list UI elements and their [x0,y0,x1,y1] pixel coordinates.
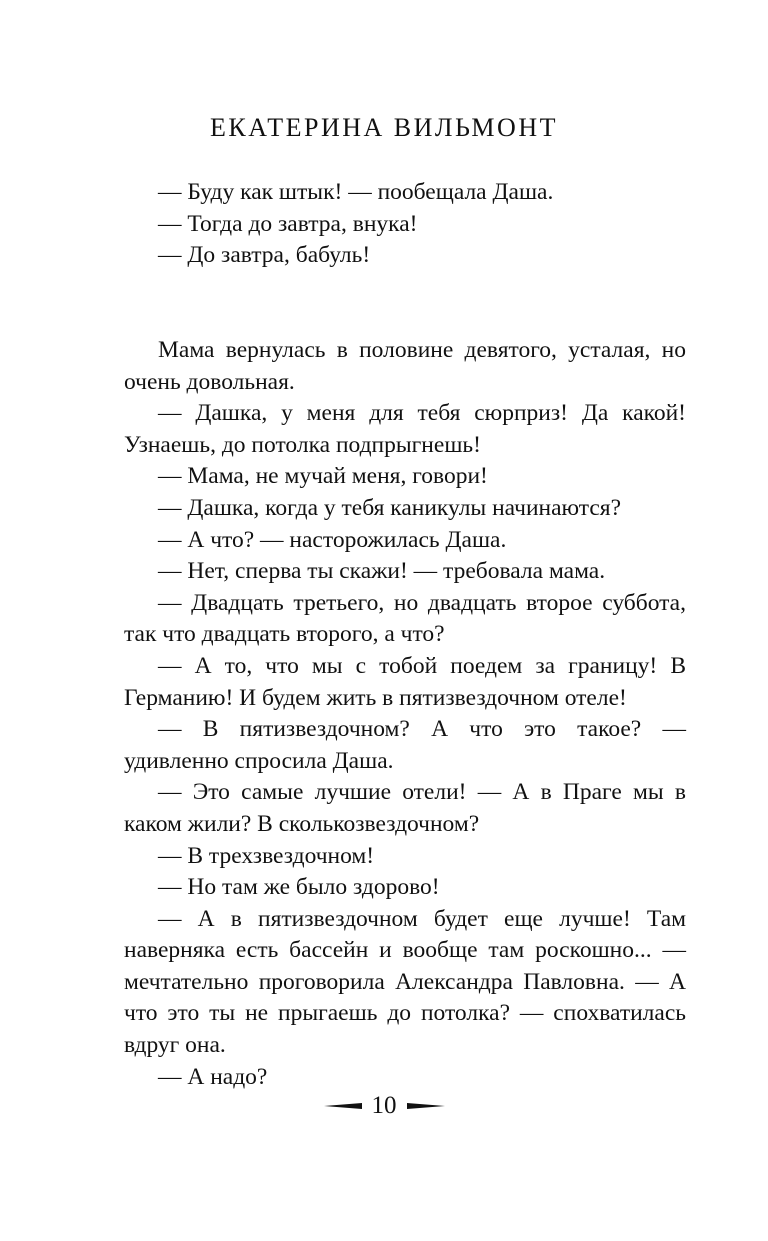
right-arrow-ornament-icon [407,1103,445,1109]
paragraph: — А в пятизвездочном будет еще лучше! Там наверняка есть бассейн и вообще там роскошно... — мечтательно проговорила Александра Павловна. — А что это ты не прыгаешь до потолка? — спохватилась вдруг она. [124,905,686,1059]
paragraph: — До завтра, бабуль! [158,242,371,269]
main-text-block [124,335,686,1093]
paragraph: — В пятизвездочном? А что это такое? — удивленно спросила Даша. [124,716,686,774]
paragraph: Мама вернулась в половине девятого, усталая, но очень довольная. [124,337,686,395]
paragraph: — Дашка, когда у тебя каникулы начинаются? [158,494,622,521]
paragraph: — А надо? [158,1063,268,1090]
page-number: 10 [371,1092,397,1119]
paragraph: — В трехзвездочном! [158,842,375,869]
paragraph: — Двадцать третьего, но двадцать второе суббота, так что двадцать второго, а что? [124,589,686,648]
left-arrow-ornament-icon [324,1103,362,1109]
running-head: ЕКАТЕРИНА ВИЛЬМОНТ [210,113,558,142]
paragraph: — Дашка, у меня для тебя сюрприз! Да какой! Узнаешь, до потолка подпрыгнешь! [124,400,686,458]
paragraph: — А что? — насторожилась Даша. [158,526,507,553]
paragraph: — Тогда до завтра, внука! [158,210,418,237]
paragraph: — Это самые лучшие отели! — А в Праге мы в каком жили? В сколькозвездочном? [124,779,686,837]
page-folio [0,1092,768,1120]
paragraph: — Но там же было здорово! [158,874,440,901]
paragraph: — А то, что мы с тобой поедем за границу! В Германию! И будем жить в пятизвездочном отеле! [124,652,686,711]
paragraph: — Нет, сперва ты скажи! — требовала мама. [158,558,606,585]
dialogue-block-one [124,177,686,272]
paragraph: — Мама, не мучай меня, говори! [158,463,488,490]
paragraph: — Буду как штык! — пообещала Даша. [158,179,554,205]
